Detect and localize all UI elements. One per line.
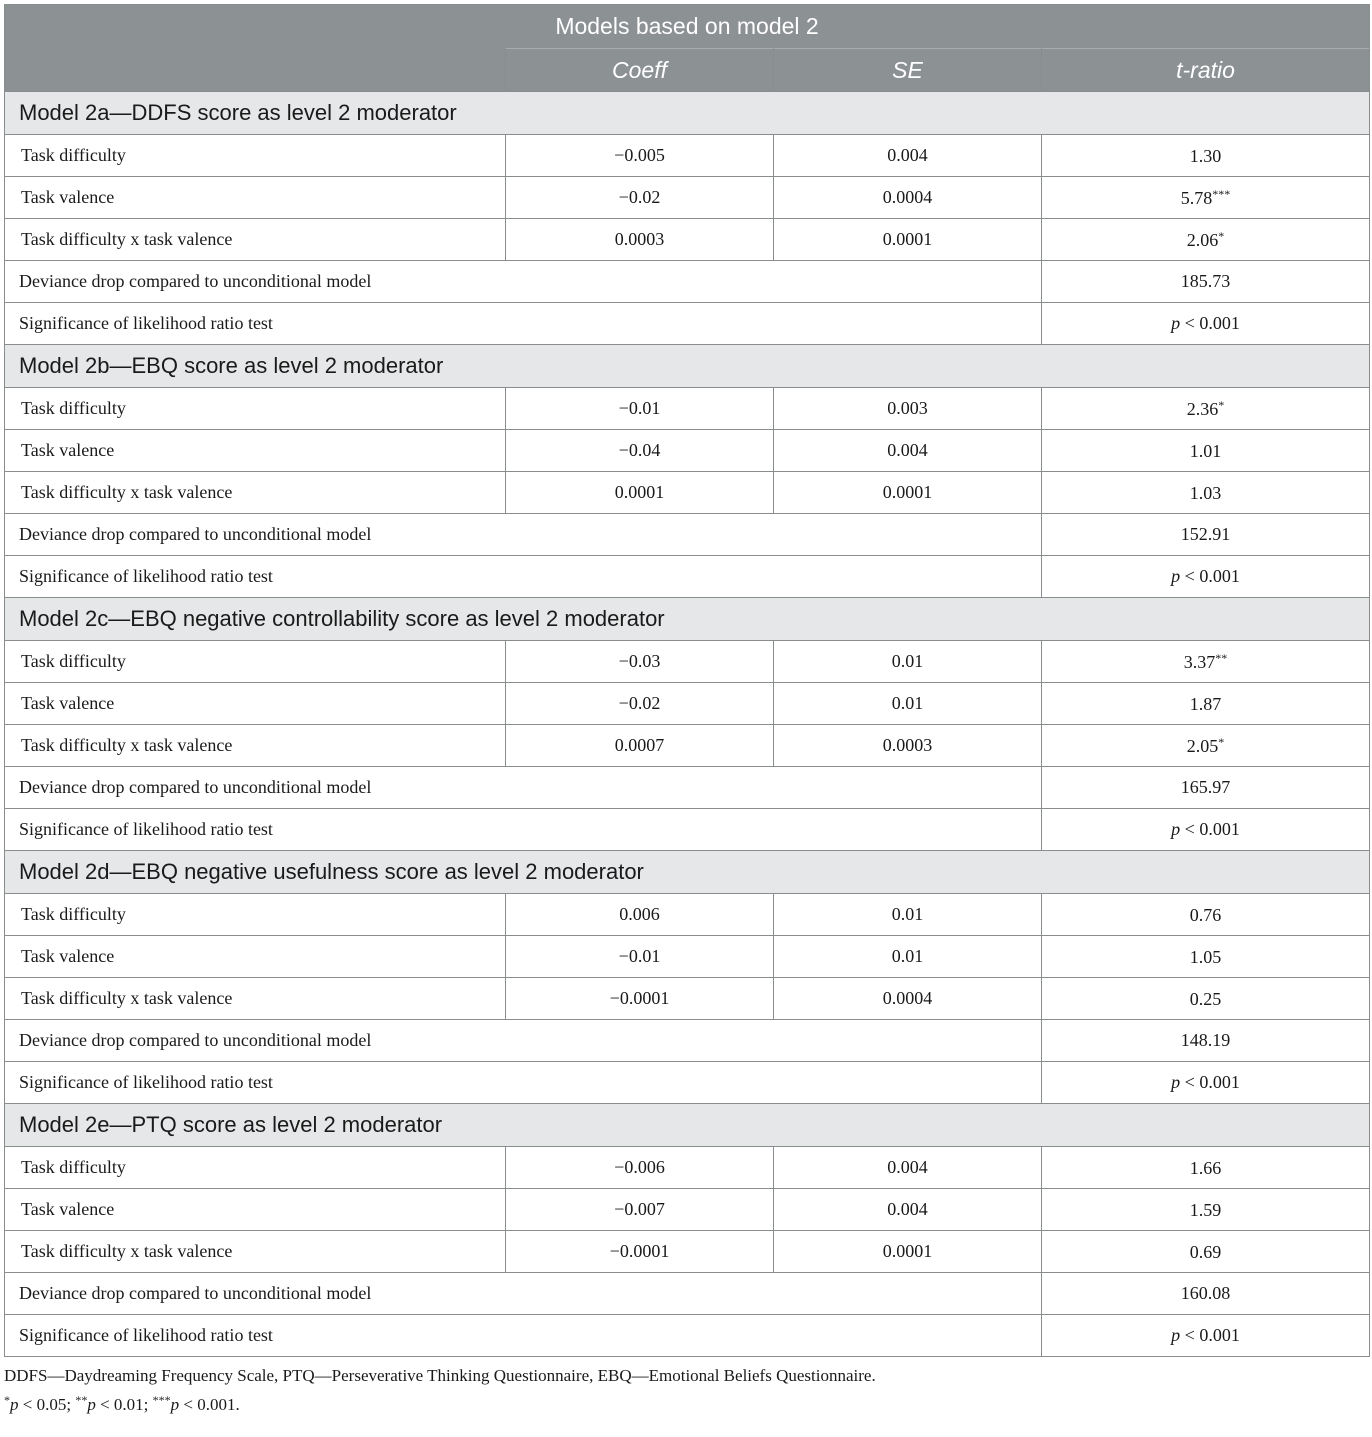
table-row bbox=[5, 430, 1370, 472]
p-symbol: p bbox=[1171, 313, 1181, 333]
deviance-row bbox=[5, 767, 1370, 809]
significance-stars: ** bbox=[1215, 650, 1228, 665]
t-ratio-cell bbox=[1042, 388, 1370, 430]
significance-label: Significance of likelihood ratio test bbox=[5, 1062, 1042, 1104]
t-ratio-cell bbox=[1042, 725, 1370, 767]
significance-stars: * bbox=[1218, 228, 1225, 243]
table-row bbox=[5, 894, 1370, 936]
row-label: Task difficulty x task valence bbox=[5, 978, 506, 1020]
results-table bbox=[4, 4, 1370, 1357]
row-label: Task valence bbox=[5, 1189, 506, 1231]
t-ratio-value: 1.66 bbox=[1189, 1157, 1222, 1178]
table-row bbox=[5, 725, 1370, 767]
t-ratio-cell bbox=[1042, 219, 1370, 261]
t-ratio-value: 5.78 bbox=[1180, 187, 1213, 208]
significance-row bbox=[5, 1062, 1370, 1104]
significance-row bbox=[5, 303, 1370, 345]
table-row bbox=[5, 683, 1370, 725]
results-table-container bbox=[4, 4, 1369, 1417]
significance-value: < 0.001 bbox=[1180, 1072, 1240, 1092]
t-ratio-cell bbox=[1042, 641, 1370, 683]
footnote-threshold: < 0.05; bbox=[18, 1395, 76, 1414]
deviance-label: Deviance drop compared to unconditional model bbox=[5, 514, 1042, 556]
section-title: Model 2d—EBQ negative usefulness score as level 2 moderator bbox=[5, 851, 1370, 894]
t-ratio-value: 1.03 bbox=[1189, 482, 1222, 503]
t-ratio-value: 0.76 bbox=[1189, 904, 1222, 925]
row-label: Task difficulty bbox=[5, 135, 506, 177]
t-ratio-value: 0.25 bbox=[1189, 988, 1222, 1009]
row-label: Task difficulty bbox=[5, 641, 506, 683]
significance-stars: * bbox=[1218, 397, 1225, 412]
deviance-value: 165.97 bbox=[1042, 767, 1370, 809]
t-ratio-value: 1.05 bbox=[1189, 946, 1222, 967]
row-label: Task valence bbox=[5, 683, 506, 725]
t-ratio-cell bbox=[1042, 978, 1370, 1020]
t-ratio-cell bbox=[1042, 1147, 1370, 1189]
row-label: Task difficulty bbox=[5, 1147, 506, 1189]
footnote-stars: * bbox=[4, 1393, 10, 1407]
significance-cell bbox=[1042, 1315, 1370, 1357]
se-value: 0.003 bbox=[774, 388, 1042, 430]
row-label: Task difficulty x task valence bbox=[5, 725, 506, 767]
significance-value: < 0.001 bbox=[1180, 313, 1240, 333]
header-coeff: Coeff bbox=[506, 49, 774, 92]
header-se: SE bbox=[774, 49, 1042, 92]
t-ratio-value: 0.69 bbox=[1189, 1241, 1222, 1262]
p-symbol: p bbox=[10, 1395, 19, 1414]
table-row bbox=[5, 1231, 1370, 1273]
row-label: Task difficulty x task valence bbox=[5, 219, 506, 261]
table-row bbox=[5, 1189, 1370, 1231]
significance-stars: *** bbox=[1212, 186, 1231, 201]
section-header-row bbox=[5, 92, 1370, 135]
coeff-value: −0.007 bbox=[506, 1189, 774, 1231]
section-title: Model 2e—PTQ score as level 2 moderator bbox=[5, 1104, 1370, 1147]
row-label: Task valence bbox=[5, 430, 506, 472]
table-row bbox=[5, 177, 1370, 219]
coeff-value: −0.006 bbox=[506, 1147, 774, 1189]
deviance-label: Deviance drop compared to unconditional model bbox=[5, 261, 1042, 303]
significance-label: Significance of likelihood ratio test bbox=[5, 809, 1042, 851]
p-symbol: p bbox=[1171, 1325, 1181, 1345]
table-row bbox=[5, 641, 1370, 683]
section-title: Model 2b—EBQ score as level 2 moderator bbox=[5, 345, 1370, 388]
se-value: 0.0004 bbox=[774, 978, 1042, 1020]
row-label: Task difficulty bbox=[5, 894, 506, 936]
table-row bbox=[5, 219, 1370, 261]
significance-cell bbox=[1042, 556, 1370, 598]
significance-row bbox=[5, 556, 1370, 598]
t-ratio-cell bbox=[1042, 683, 1370, 725]
footnote-abbreviations: DDFS—Daydreaming Frequency Scale, PTQ—Perseverative Thinking Questionnaire, EBQ—Emotional Beliefs Questionnaire. bbox=[4, 1366, 876, 1385]
coeff-value: −0.01 bbox=[506, 936, 774, 978]
se-value: 0.004 bbox=[774, 430, 1042, 472]
row-label: Task valence bbox=[5, 936, 506, 978]
row-label: Task valence bbox=[5, 177, 506, 219]
t-ratio-value: 2.36 bbox=[1186, 398, 1219, 419]
coeff-value: −0.02 bbox=[506, 683, 774, 725]
t-ratio-cell bbox=[1042, 472, 1370, 514]
t-ratio-value: 3.37 bbox=[1183, 651, 1216, 672]
deviance-value: 148.19 bbox=[1042, 1020, 1370, 1062]
deviance-value: 185.73 bbox=[1042, 261, 1370, 303]
table-row bbox=[5, 1147, 1370, 1189]
header-empty-cell bbox=[5, 49, 506, 92]
section-header-row bbox=[5, 1104, 1370, 1147]
se-value: 0.004 bbox=[774, 1147, 1042, 1189]
coeff-value: −0.0001 bbox=[506, 978, 774, 1020]
t-ratio-value: 1.87 bbox=[1189, 693, 1222, 714]
section-title: Model 2a—DDFS score as level 2 moderator bbox=[5, 92, 1370, 135]
coeff-value: −0.01 bbox=[506, 388, 774, 430]
table-row bbox=[5, 936, 1370, 978]
se-value: 0.01 bbox=[774, 894, 1042, 936]
significance-cell bbox=[1042, 1062, 1370, 1104]
table-row bbox=[5, 388, 1370, 430]
deviance-label: Deviance drop compared to unconditional model bbox=[5, 1273, 1042, 1315]
se-value: 0.004 bbox=[774, 135, 1042, 177]
footnote-threshold: < 0.001. bbox=[179, 1395, 240, 1414]
significance-label: Significance of likelihood ratio test bbox=[5, 1315, 1042, 1357]
coeff-value: 0.0001 bbox=[506, 472, 774, 514]
t-ratio-value: 1.30 bbox=[1189, 145, 1222, 166]
t-ratio-value: 2.06 bbox=[1186, 229, 1219, 250]
t-ratio-value: 2.05 bbox=[1186, 735, 1219, 756]
t-ratio-value: 1.59 bbox=[1189, 1199, 1222, 1220]
header-t-ratio: t-ratio bbox=[1042, 49, 1370, 92]
significance-label: Significance of likelihood ratio test bbox=[5, 303, 1042, 345]
deviance-label: Deviance drop compared to unconditional model bbox=[5, 767, 1042, 809]
row-label: Task difficulty bbox=[5, 388, 506, 430]
row-label: Task difficulty x task valence bbox=[5, 472, 506, 514]
t-ratio-value: 1.01 bbox=[1189, 440, 1222, 461]
deviance-row bbox=[5, 1020, 1370, 1062]
t-ratio-cell bbox=[1042, 894, 1370, 936]
footnote-significance-levels bbox=[4, 1388, 1369, 1417]
coeff-value: 0.0007 bbox=[506, 725, 774, 767]
se-value: 0.0001 bbox=[774, 472, 1042, 514]
t-ratio-cell bbox=[1042, 1189, 1370, 1231]
deviance-row bbox=[5, 1273, 1370, 1315]
se-value: 0.0001 bbox=[774, 1231, 1042, 1273]
footnote-stars: ** bbox=[75, 1393, 88, 1407]
table-body bbox=[5, 92, 1370, 1357]
section-header-row bbox=[5, 851, 1370, 894]
se-value: 0.01 bbox=[774, 641, 1042, 683]
table-row bbox=[5, 135, 1370, 177]
se-value: 0.0004 bbox=[774, 177, 1042, 219]
significance-row bbox=[5, 809, 1370, 851]
deviance-label: Deviance drop compared to unconditional model bbox=[5, 1020, 1042, 1062]
significance-cell bbox=[1042, 303, 1370, 345]
p-symbol: p bbox=[1171, 566, 1181, 586]
se-value: 0.01 bbox=[774, 683, 1042, 725]
coeff-value: −0.04 bbox=[506, 430, 774, 472]
deviance-value: 152.91 bbox=[1042, 514, 1370, 556]
coeff-value: −0.02 bbox=[506, 177, 774, 219]
coeff-value: 0.006 bbox=[506, 894, 774, 936]
significance-value: < 0.001 bbox=[1180, 566, 1240, 586]
t-ratio-cell bbox=[1042, 1231, 1370, 1273]
p-symbol: p bbox=[170, 1395, 180, 1414]
significance-cell bbox=[1042, 809, 1370, 851]
p-symbol: p bbox=[1171, 1072, 1181, 1092]
table-title: Models based on model 2 bbox=[5, 5, 1370, 49]
se-value: 0.0003 bbox=[774, 725, 1042, 767]
deviance-value: 160.08 bbox=[1042, 1273, 1370, 1315]
table-footnotes bbox=[4, 1364, 1369, 1417]
deviance-row bbox=[5, 514, 1370, 556]
significance-value: < 0.001 bbox=[1180, 819, 1240, 839]
significance-row bbox=[5, 1315, 1370, 1357]
footnote-stars: *** bbox=[152, 1393, 171, 1407]
section-title: Model 2c—EBQ negative controllability score as level 2 moderator bbox=[5, 598, 1370, 641]
row-label: Task difficulty x task valence bbox=[5, 1231, 506, 1273]
p-symbol: p bbox=[1171, 819, 1181, 839]
significance-stars: * bbox=[1218, 734, 1225, 749]
p-symbol: p bbox=[87, 1395, 96, 1414]
coeff-value: −0.0001 bbox=[506, 1231, 774, 1273]
table-row bbox=[5, 978, 1370, 1020]
significance-value: < 0.001 bbox=[1180, 1325, 1240, 1345]
coeff-value: −0.03 bbox=[506, 641, 774, 683]
table-row bbox=[5, 472, 1370, 514]
section-header-row bbox=[5, 345, 1370, 388]
coeff-value: −0.005 bbox=[506, 135, 774, 177]
t-ratio-cell bbox=[1042, 430, 1370, 472]
t-ratio-cell bbox=[1042, 936, 1370, 978]
t-ratio-cell bbox=[1042, 135, 1370, 177]
significance-label: Significance of likelihood ratio test bbox=[5, 556, 1042, 598]
section-header-row bbox=[5, 598, 1370, 641]
deviance-row bbox=[5, 261, 1370, 303]
se-value: 0.0001 bbox=[774, 219, 1042, 261]
coeff-value: 0.0003 bbox=[506, 219, 774, 261]
se-value: 0.004 bbox=[774, 1189, 1042, 1231]
t-ratio-cell bbox=[1042, 177, 1370, 219]
se-value: 0.01 bbox=[774, 936, 1042, 978]
footnote-threshold: < 0.01; bbox=[95, 1395, 153, 1414]
